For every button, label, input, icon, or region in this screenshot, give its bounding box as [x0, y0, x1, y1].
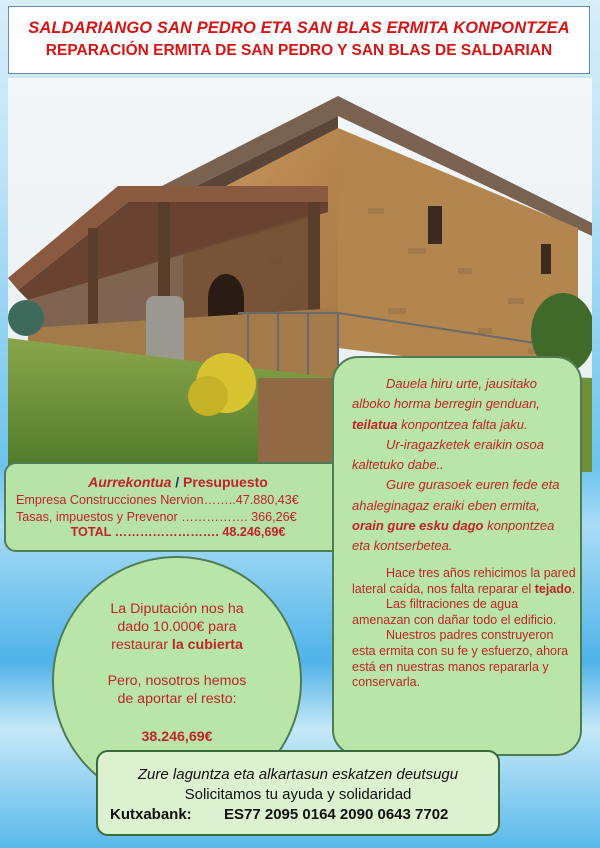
es-paragraph-2: Las filtraciones de agua amenazan con dañar todo el edificio.: [352, 597, 557, 627]
remaining-line-2: de aportar el resto:: [117, 691, 237, 707]
budget-title: [6, 474, 350, 490]
remaining-amount: 38.246,69€: [141, 729, 213, 745]
budget-line-taxes: Tasas, impuestos y Prevenor ……………. 366,26€: [16, 510, 297, 524]
eu-paragraph-2: Ur-iragazketek eraikin osoa kaltetuko dabe..: [352, 436, 544, 473]
eu-paragraph-3: Gure gurasoek euren fede eta ahaleginagaz eraiki eben ermita,: [352, 477, 560, 513]
budget-line-construction: Empresa Construcciones Nervion……..47.880,43€: [16, 493, 299, 507]
es-paragraph-3: Nuestros padres construyeron esta ermita con su fe y esfuerzo, ahora está en nuestras manos repararla y conservarla.: [352, 628, 569, 690]
eu-paragraph-3-end: konpontzea eta kontserbetea.: [352, 518, 555, 554]
subsidy-line-2: dado 10.000€ para: [117, 619, 237, 635]
subsidy-line-1: La Diputación nos ha: [110, 601, 244, 617]
eu-emphasis: orain gure esku dago: [352, 518, 484, 534]
title-spanish: REPARACIÓN ERMITA DE SAN PEDRO Y SAN BLAS DE SALDARIAN: [45, 42, 553, 59]
footer-spanish: Solicitamos tu ayuda y solidaridad: [184, 786, 412, 803]
eu-paragraph-1: Dauela hiru urte, jausitako alboko horma berregin genduan,: [352, 376, 540, 412]
budget-title-sep: /: [171, 474, 184, 490]
explanation-basque: [352, 374, 572, 557]
budget-total: TOTAL ……………………. 48.246,69€: [70, 525, 286, 539]
title-basque: SALDARIANGO SAN PEDRO ETA SAN BLAS ERMITA KONPONTZEA: [28, 19, 570, 37]
bank-account: [98, 806, 498, 823]
subsidy-roof: la cubierta: [171, 637, 243, 653]
budget-title-basque: Aurrekontua: [88, 474, 172, 490]
eu-paragraph-1-end: konpontzea falta jaku.: [397, 416, 528, 432]
remaining-line-1: Pero, nosotros hemos: [107, 673, 247, 689]
subsidy-line-3: restaurar: [111, 637, 172, 653]
es-paragraph-1-end: .: [571, 581, 576, 596]
budget-box: [4, 462, 352, 552]
bank-iban[interactable]: ES77 2095 0164 2090 0643 7702: [224, 806, 449, 823]
explanation-spanish: [352, 566, 576, 691]
es-roof-word: tejado: [534, 581, 572, 596]
bank-label: Kutxabank:: [110, 806, 192, 823]
donation-footer: [96, 750, 500, 836]
es-paragraph-1: Hace tres años rehicimos la pared lateral caída, nos falta reparar el: [352, 566, 576, 596]
budget-title-spanish: Presupuesto: [183, 474, 268, 490]
header-banner: [8, 6, 590, 74]
eu-roof-word: teilatua: [352, 416, 398, 432]
explanation-box: [332, 356, 582, 756]
footer-basque: Zure laguntza eta alkartasun eskatzen deutsugu: [137, 766, 459, 783]
